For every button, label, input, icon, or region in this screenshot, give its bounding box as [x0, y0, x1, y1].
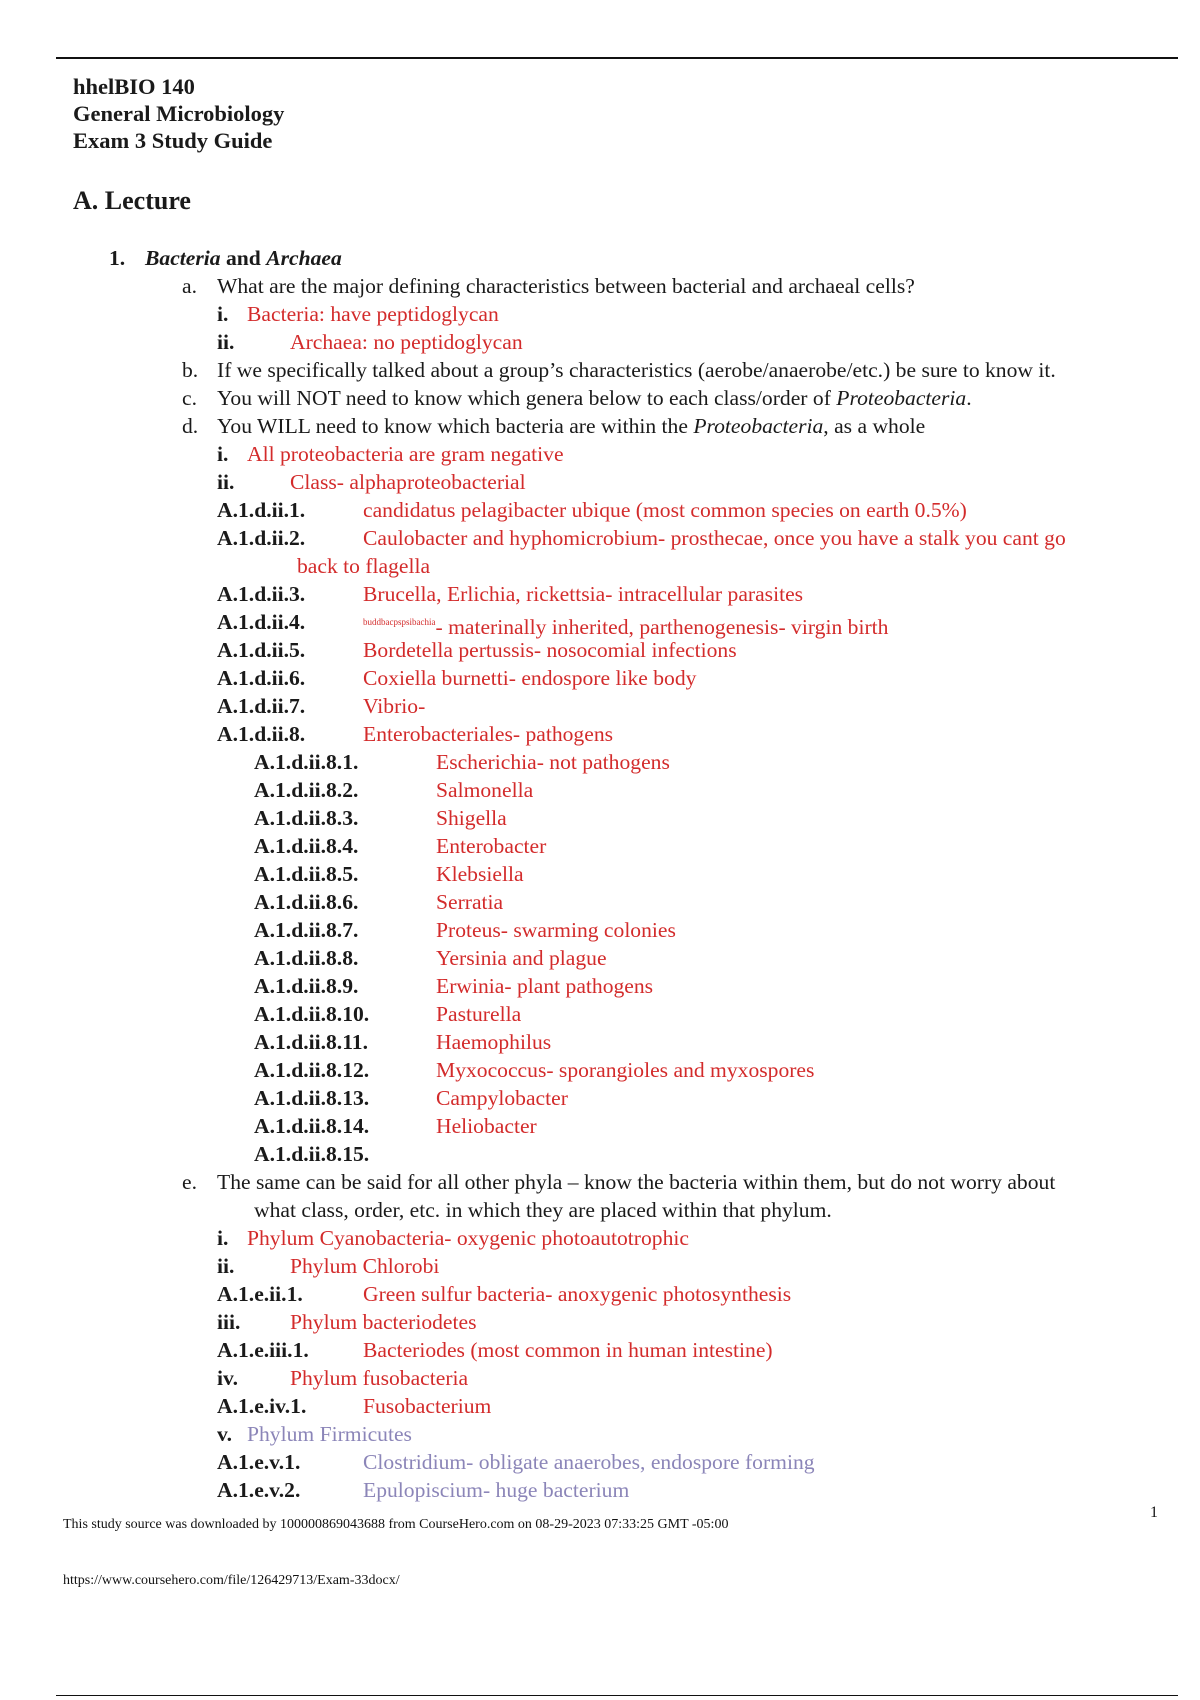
- item-text: Phylum Firmicutes: [247, 1422, 412, 1446]
- outline-item-d-ii: [0, 468, 1200, 496]
- subitem-text: Enterobacteriales- pathogens: [363, 722, 614, 746]
- subsubitem-text: Proteus- swarming colonies: [436, 918, 676, 942]
- outline-subitem-continuation: [0, 552, 1200, 580]
- subsubitem-text: Myxococcus- sporangioles and myxospores: [436, 1058, 815, 1082]
- subitem-label: A.1.d.ii.4.: [217, 610, 306, 634]
- outline-item-a-i: [0, 300, 1200, 328]
- item-label: ii.: [217, 1254, 235, 1278]
- item-label: i.: [217, 1226, 229, 1250]
- item-label: ii.: [217, 330, 235, 354]
- item-text: You WILL need to know which bacteria are within the: [217, 414, 694, 438]
- subsubitem-text: Escherichia- not pathogens: [436, 750, 670, 774]
- item-text: Phylum Chlorobi: [290, 1254, 440, 1278]
- item-text: If we specifically talked about a group’s characteristics (aerobe/anaerobe/etc.) be sure to know it.: [217, 358, 1056, 382]
- item-text: You will NOT need to know which genera below to each class/order of: [217, 386, 837, 410]
- subsubitem-label: A.1.d.ii.8.14.: [254, 1114, 370, 1138]
- subsubitem-text: Pasturella: [436, 1002, 522, 1026]
- course-name: General Microbiology: [73, 101, 285, 126]
- section-title: A. Lecture: [73, 186, 191, 215]
- item-label: e.: [182, 1170, 197, 1194]
- page-number: 1: [1150, 1504, 1158, 1521]
- outline-item-d-i: [0, 440, 1200, 468]
- item-text: Phylum Cyanobacteria- oxygenic photoautotrophic: [247, 1226, 689, 1250]
- subsubitem-label: A.1.d.ii.8.2.: [254, 778, 359, 802]
- item-label: a.: [182, 274, 197, 298]
- outline-subitem: [0, 692, 1200, 720]
- subsubitem-label: A.1.d.ii.8.15.: [254, 1142, 370, 1166]
- outline-subitem: [0, 1336, 1200, 1364]
- outline-item-e-iii: [0, 1308, 1200, 1336]
- subsubitem-label: A.1.d.ii.8.9.: [254, 974, 359, 998]
- item-label: iv.: [217, 1366, 239, 1390]
- subitem-label: A.1.d.ii.8.: [217, 722, 306, 746]
- subsubitem-label: A.1.d.ii.8.12.: [254, 1058, 370, 1082]
- outline-item-e-ii: [0, 1252, 1200, 1280]
- subsubitem-text: Enterobacter: [436, 834, 547, 858]
- course-code: hhelBIO 140: [73, 74, 195, 99]
- document-title: Exam 3 Study Guide: [73, 128, 273, 153]
- bottom-rule: [56, 1695, 1178, 1696]
- outline-subsubitem: [0, 1112, 1200, 1140]
- outline-item-e: [0, 1168, 1200, 1196]
- item-label: i.: [217, 302, 229, 326]
- outline-subitem: [0, 524, 1200, 552]
- outline-subsubitem: [0, 832, 1200, 860]
- document-header: [73, 73, 284, 154]
- item-label: v.: [217, 1422, 233, 1446]
- subsubitem-label: A.1.d.ii.8.8.: [254, 946, 359, 970]
- subitem-text: candidatus pelagibacter ubique (most common species on earth 0.5%): [363, 498, 967, 522]
- subsubitem-label: A.1.d.ii.8.10.: [254, 1002, 370, 1026]
- outline-subsubitem: [0, 860, 1200, 888]
- subitem-text: Clostridium- obligate anaerobes, endospore forming: [363, 1450, 815, 1474]
- item-label: b.: [182, 358, 199, 382]
- subsubitem-label: A.1.d.ii.8.11.: [254, 1030, 368, 1054]
- topic-number: 1.: [109, 246, 126, 270]
- item-label: ii.: [217, 470, 235, 494]
- outline-subsubitem: [0, 1084, 1200, 1112]
- outline-subsubitem: [0, 888, 1200, 916]
- subitem-text: Epulopiscium- huge bacterium: [363, 1478, 630, 1502]
- subitem-text: Vibrio-: [363, 694, 426, 718]
- subsubitem-text: Erwinia- plant pathogens: [436, 974, 654, 998]
- item-text: Class- alphaproteobacterial: [290, 470, 526, 494]
- subsubitem-label: A.1.d.ii.8.13.: [254, 1086, 370, 1110]
- subitem-text: Brucella, Erlichia, rickettsia- intracellular parasites: [363, 582, 804, 606]
- item-text: The same can be said for all other phyla – know the bacteria within them, but do not worry about: [217, 1170, 1056, 1194]
- subitem-label: A.1.d.ii.1.: [217, 498, 306, 522]
- subsubitem-text: Salmonella: [436, 778, 534, 802]
- outline-subitem: [0, 1392, 1200, 1420]
- subsubitem-text: Heliobacter: [436, 1114, 537, 1138]
- outline-item-b: [0, 356, 1200, 384]
- topic-term-bacteria: Bacteria: [145, 246, 221, 270]
- top-rule: [56, 57, 1178, 59]
- outline-item-e-v: [0, 1420, 1200, 1448]
- outline-subsubitem: [0, 1000, 1200, 1028]
- outline-subitem: [0, 1448, 1200, 1476]
- topic-term-archaea: Archaea: [266, 246, 342, 270]
- subitem-label: A.1.e.ii.1.: [217, 1282, 303, 1306]
- outline-subsubitem: [0, 944, 1200, 972]
- subitem-label: A.1.e.v.2.: [217, 1478, 301, 1502]
- item-text-end: , as a whole: [823, 414, 926, 438]
- outline-item-e-iv: [0, 1364, 1200, 1392]
- subsubitem-text: Serratia: [436, 890, 504, 914]
- subitem-text: Caulobacter and hyphomicrobium- prosthecae, once you have a stalk you cant go: [363, 526, 1066, 550]
- outline-subitem: [0, 580, 1200, 608]
- item-label: i.: [217, 442, 229, 466]
- item-label: c.: [182, 386, 197, 410]
- item-text: Archaea: no peptidoglycan: [290, 330, 523, 354]
- outline-item-a-ii: [0, 328, 1200, 356]
- subitem-label: A.1.d.ii.3.: [217, 582, 306, 606]
- subsubitem-label: A.1.d.ii.8.3.: [254, 806, 359, 830]
- outline-item-e-i: [0, 1224, 1200, 1252]
- item-emphasis: Proteobacteria: [693, 414, 824, 438]
- outline-subitem: [0, 1476, 1200, 1504]
- item-text: Phylum bacteriodetes: [290, 1310, 477, 1334]
- subitem-text: Coxiella burnetti- endospore like body: [363, 666, 697, 690]
- subitem-text: Bacteriodes (most common in human intestine): [363, 1338, 773, 1362]
- outline-subsubitem: [0, 748, 1200, 776]
- subitem-label: A.1.e.v.1.: [217, 1450, 301, 1474]
- outline-subsubitem: [0, 1140, 1200, 1168]
- subsubitem-text: Klebsiella: [436, 862, 524, 886]
- subitem-label: A.1.e.iv.1.: [217, 1394, 307, 1418]
- outline-item-d: [0, 412, 1200, 440]
- outline-subitem: [0, 496, 1200, 524]
- subitem-text: Fusobacterium: [363, 1394, 492, 1418]
- item-text: Phylum fusobacteria: [290, 1366, 469, 1390]
- outline-subsubitem: [0, 1028, 1200, 1056]
- subsubitem-text: Yersinia and plague: [436, 946, 607, 970]
- outline-subitem: [0, 608, 1200, 639]
- subitem-label: A.1.d.ii.5.: [217, 638, 306, 662]
- subitem-label: A.1.d.ii.6.: [217, 666, 306, 690]
- source-url[interactable]: https://www.coursehero.com/file/126429713/Exam-33docx/: [63, 1573, 400, 1588]
- item-text: Bacteria: have peptidoglycan: [247, 302, 499, 326]
- subitem-tiny-text: buddbacpspsibachia: [363, 617, 436, 627]
- subsubitem-label: A.1.d.ii.8.4.: [254, 834, 359, 858]
- subitem-text: - materinally inherited, parthenogenesis- virgin birth: [435, 615, 889, 639]
- outline-subsubitem: [0, 1056, 1200, 1084]
- item-label: d.: [182, 414, 199, 438]
- outline-subsubitem: [0, 804, 1200, 832]
- subsubitem-text: Campylobacter: [436, 1086, 568, 1110]
- outline-item-a: [0, 272, 1200, 300]
- subitem-text: Bordetella pertussis- nosocomial infections: [363, 638, 737, 662]
- item-text-end: .: [966, 386, 972, 410]
- item-emphasis: Proteobacteria: [836, 386, 967, 410]
- item-text: What are the major defining characteristics between bacterial and archaeal cells?: [217, 274, 915, 298]
- subitem-label: A.1.e.iii.1.: [217, 1338, 309, 1362]
- subsubitem-label: A.1.d.ii.8.6.: [254, 890, 359, 914]
- outline-item-e-continuation: [0, 1196, 1200, 1224]
- item-text: what class, order, etc. in which they are placed within that phylum.: [254, 1198, 832, 1222]
- subsubitem-label: A.1.d.ii.8.7.: [254, 918, 359, 942]
- outline-subitem: [0, 636, 1200, 664]
- topic-conjunction: and: [220, 246, 267, 270]
- subsubitem-label: A.1.d.ii.8.5.: [254, 862, 359, 886]
- outline-subsubitem: [0, 972, 1200, 1000]
- subsubitem-text: Shigella: [436, 806, 507, 830]
- subsubitem-text: Haemophilus: [436, 1030, 552, 1054]
- subitem-label: A.1.d.ii.7.: [217, 694, 306, 718]
- download-notice: This study source was downloaded by 100000869043688 from CourseHero.com on 08-29-2023 07:33:25 GMT -05:00: [63, 1517, 729, 1532]
- outline-subitem: [0, 1280, 1200, 1308]
- subsubitem-label: A.1.d.ii.8.1.: [254, 750, 359, 774]
- subitem-text: back to flagella: [297, 554, 431, 578]
- outline-subitem: [0, 720, 1200, 748]
- item-text: All proteobacteria are gram negative: [247, 442, 564, 466]
- topic-heading: [0, 244, 1200, 272]
- outline-subsubitem: [0, 776, 1200, 804]
- item-label: iii.: [217, 1310, 241, 1334]
- subitem-label: A.1.d.ii.2.: [217, 526, 306, 550]
- outline-subsubitem: [0, 916, 1200, 944]
- subitem-text: Green sulfur bacteria- anoxygenic photosynthesis: [363, 1282, 792, 1306]
- outline-item-c: [0, 384, 1200, 412]
- outline-subitem: [0, 664, 1200, 692]
